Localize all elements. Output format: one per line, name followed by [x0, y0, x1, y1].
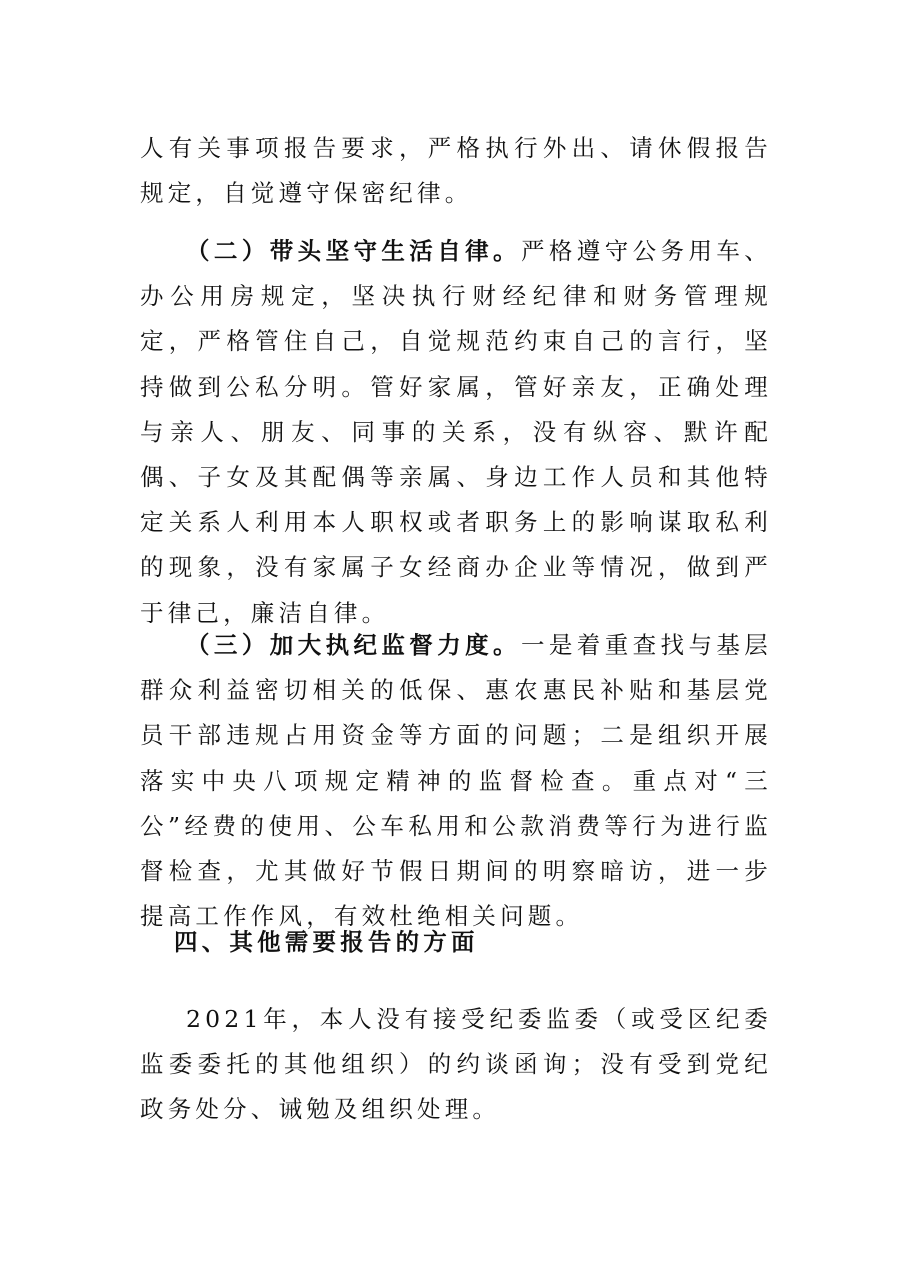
- paragraph-body-supervision: 一是着重查找与基层群众利益密切相关的低保、惠农惠民补贴和基层党员干部违规占用资金等方面的问题；二是组织开展落实中央八项规定精神的监督检查。重点对“三公”经费的使用、公车私用和公款消费等行为进行监督检查，尤其做好节假日期间的明察暗访，进一步提高工作作风，有效杜绝相关问题。: [140, 631, 772, 931]
- paragraph-continuation: 人有关事项报告要求，严格执行外出、请休假报告规定，自觉遵守保密纪律。: [140, 134, 772, 208]
- paragraph-life-discipline: [140, 229, 772, 636]
- paragraph-lead-supervision: （三）加大执纪监督力度。: [186, 631, 521, 659]
- paragraph-supervision: [140, 623, 772, 939]
- paragraph-body-life-discipline: 严格遵守公务用车、办公用房规定，坚决执行财经纪律和财务管理规定，严格管住自己，自觉规范约束自己的言行，坚持做到公私分明。管好家属，管好亲友，正确处理与亲人、朋友、同事的关系，没有纵容、默许配偶、子女及其配偶等亲属、身边工作人员和其他特定关系人利用本人职权或者职务上的影响谋取私利的现象，没有家属子女经商办企业等情况，做到严于律己，廉洁自律。: [140, 237, 772, 627]
- paragraph-other-matters: 2021年，本人没有接受纪委监委（或受区纪委监委委托的其他组织）的约谈函询；没有受到党纪政务处分、诫勉及组织处理。: [140, 1005, 772, 1124]
- paragraph-lead-life-discipline: （二）带头坚守生活自律。: [186, 237, 521, 265]
- section-heading-other-matters: 四、其他需要报告的方面: [174, 928, 479, 956]
